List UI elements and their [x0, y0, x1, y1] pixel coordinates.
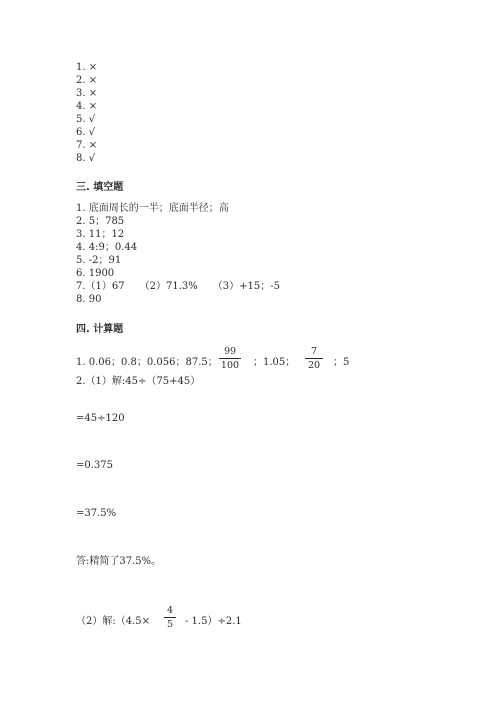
- fraction-4-5: [164, 605, 176, 630]
- fraction-denominator: 5: [166, 619, 174, 630]
- judgement-answer-5: 5. √: [76, 114, 96, 125]
- calc-answer-1-middle: ；1.05；: [253, 357, 296, 368]
- judgement-answer-7: 7. ×: [76, 140, 98, 151]
- judgement-answer-1: 1. ×: [76, 62, 98, 73]
- calc-answer-1-suffix: ；5: [333, 357, 350, 368]
- calc-answer-2-step-3: =0.375: [76, 460, 114, 471]
- fraction-7-20: [305, 346, 323, 371]
- calc-section-title: 四. 计算题: [76, 324, 124, 335]
- fraction-bar: [164, 617, 176, 618]
- calc-answer-2-conclusion: 答:精简了37.5%。: [76, 556, 162, 567]
- calc-answer-2-step-4: =37.5%: [76, 508, 117, 519]
- fill-answer-4: 4. 4:9；0.44: [76, 242, 138, 253]
- fill-answer-3: 3. 11；12: [76, 229, 125, 240]
- fill-answer-5: 5. -2；91: [76, 255, 122, 266]
- fraction-denominator: 20: [307, 360, 321, 371]
- fraction-99-100: [219, 346, 241, 371]
- judgement-answer-3: 3. ×: [76, 88, 98, 99]
- fraction-denominator: 100: [220, 360, 240, 371]
- calc-answer-1-prefix: 1. 0.06；0.8；0.056；87.5；: [76, 357, 218, 368]
- fraction-numerator: 7: [310, 346, 318, 357]
- calc-answer-2b-prefix: （2）解:（4.5×: [76, 616, 151, 627]
- calc-answer-2b-suffix: - 1.5）÷2.1: [185, 616, 242, 627]
- judgement-answer-2: 2. ×: [76, 75, 98, 86]
- fill-section-title: 三. 填空题: [76, 182, 124, 193]
- fraction-numerator: 99: [223, 346, 237, 357]
- fraction-bar: [305, 358, 323, 359]
- fill-answer-7: 7.（1）67 （2）71.3% （3）+15；-5: [76, 281, 280, 292]
- fill-answer-2: 2. 5；785: [76, 216, 125, 227]
- calc-answer-2-step-1: 2.（1）解:45÷（75+45）: [76, 376, 201, 387]
- judgement-answer-4: 4. ×: [76, 101, 98, 112]
- calc-answer-2-step-2: =45÷120: [76, 413, 125, 424]
- fraction-bar: [219, 358, 241, 359]
- judgement-answer-6: 6. √: [76, 127, 96, 138]
- fraction-numerator: 4: [166, 605, 174, 616]
- fill-answer-8: 8. 90: [76, 294, 102, 305]
- fill-answer-6: 6. 1900: [76, 268, 115, 279]
- fill-answer-1: 1. 底面周长的一半；底面半径；高: [76, 203, 229, 214]
- judgement-answer-8: 8. √: [76, 153, 96, 164]
